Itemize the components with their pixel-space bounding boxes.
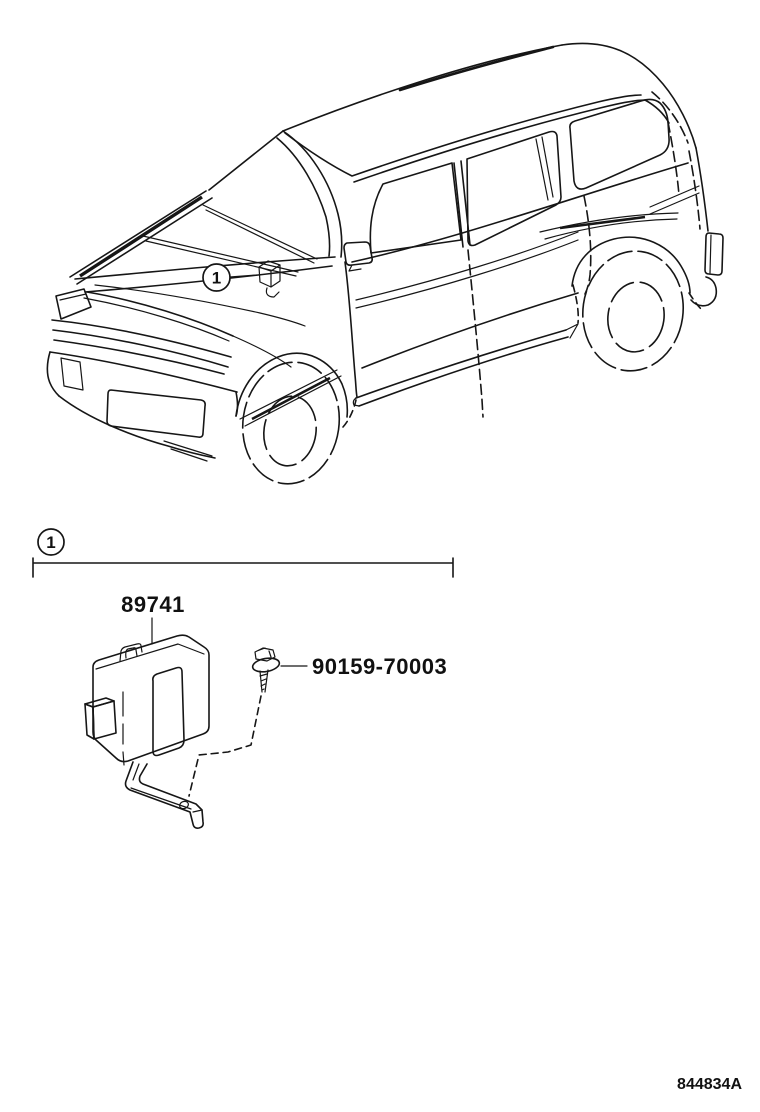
- door-bottom-edge: [362, 293, 578, 368]
- screw-part-label[interactable]: 90159-70003: [312, 654, 448, 679]
- rear-fender-blade: [540, 213, 678, 239]
- roof-and-pillars: [70, 43, 696, 284]
- screw-alignment-dashed-line: [189, 696, 261, 796]
- detail-bracket: [33, 558, 453, 577]
- quarter-window: [570, 99, 669, 189]
- b-pillar-door-seam: [468, 250, 483, 417]
- detail-callout-label: 1: [46, 533, 56, 552]
- side-mirror: [344, 242, 372, 265]
- near-a-pillar-outer: [283, 131, 342, 257]
- rear-bumper-corner: [691, 277, 716, 306]
- hood-fender-line: [233, 336, 291, 367]
- detail-section: [33, 529, 453, 828]
- screw-shank: [260, 670, 268, 692]
- rear-door-seam: [584, 196, 591, 294]
- body-crease-upper: [356, 232, 578, 308]
- near-roofline: [283, 45, 562, 131]
- front-fender-blade-accent: [252, 378, 330, 419]
- vehicle-illustration: [47, 43, 723, 490]
- far-a-pillar-outer: [70, 191, 206, 277]
- bumper-left-corner: [47, 352, 59, 396]
- hood-front-edge-double: [84, 298, 229, 341]
- receiver-location-marker: [259, 261, 280, 297]
- bumper-top: [50, 352, 237, 392]
- quarter-crease: [650, 186, 699, 214]
- drip-rail-upper: [285, 95, 641, 176]
- bracket-outline: [126, 762, 204, 828]
- d-pillar-line: [668, 122, 679, 195]
- receiver-unit-drawing: [85, 635, 209, 828]
- front-wheel: [235, 353, 356, 490]
- bumper-side-recess: [61, 358, 83, 390]
- sill-upper: [356, 330, 566, 398]
- arch-sill-connector: [573, 285, 578, 323]
- receiver-part-label[interactable]: 89741: [121, 592, 185, 617]
- vent-window-divider: [536, 137, 553, 200]
- rear-body-edge: [696, 148, 708, 231]
- bumper-bottom: [59, 396, 215, 458]
- grille-top: [52, 320, 231, 357]
- rear-wheel-rim: [603, 278, 668, 355]
- hood-crease: [95, 285, 305, 326]
- rear-tire: [575, 245, 691, 378]
- body-side: [345, 161, 699, 417]
- sill-lower: [359, 337, 568, 406]
- roofline-accent: [400, 47, 553, 90]
- front-door-seam: [345, 262, 357, 397]
- receiver-connector: [85, 698, 116, 739]
- diagram-code-label: 844834A: [677, 1076, 742, 1093]
- rear-door-window: [467, 132, 561, 246]
- rear-section: [689, 148, 723, 310]
- drip-rail-lower: [354, 100, 669, 182]
- receiver-mounting-bracket: [126, 762, 204, 828]
- tail-lamp: [705, 233, 723, 275]
- front-door-window: [370, 163, 461, 253]
- tail-lamp-inner: [710, 235, 711, 273]
- receiver-box-outline: [93, 635, 209, 761]
- roof-front-edge: [209, 131, 283, 190]
- connector-front-face: [93, 701, 116, 739]
- screw-drawing: [252, 648, 281, 692]
- receiver-face-edge-line: [123, 692, 124, 765]
- vehicle-callout: [203, 261, 280, 297]
- far-a-pillar-inner: [77, 198, 212, 284]
- receiver-marker-hook: [266, 288, 279, 297]
- rear-roof-inner: [652, 92, 688, 143]
- hood-front-edge: [87, 292, 233, 336]
- far-a-pillar-fill: [80, 197, 202, 276]
- rear-lower-edge: [689, 293, 702, 310]
- hood-front-fascia: [47, 285, 305, 461]
- vehicle-callout-label: 1: [211, 268, 222, 288]
- near-a-pillar-inner: [277, 138, 330, 256]
- headlamp-inner: [60, 294, 86, 300]
